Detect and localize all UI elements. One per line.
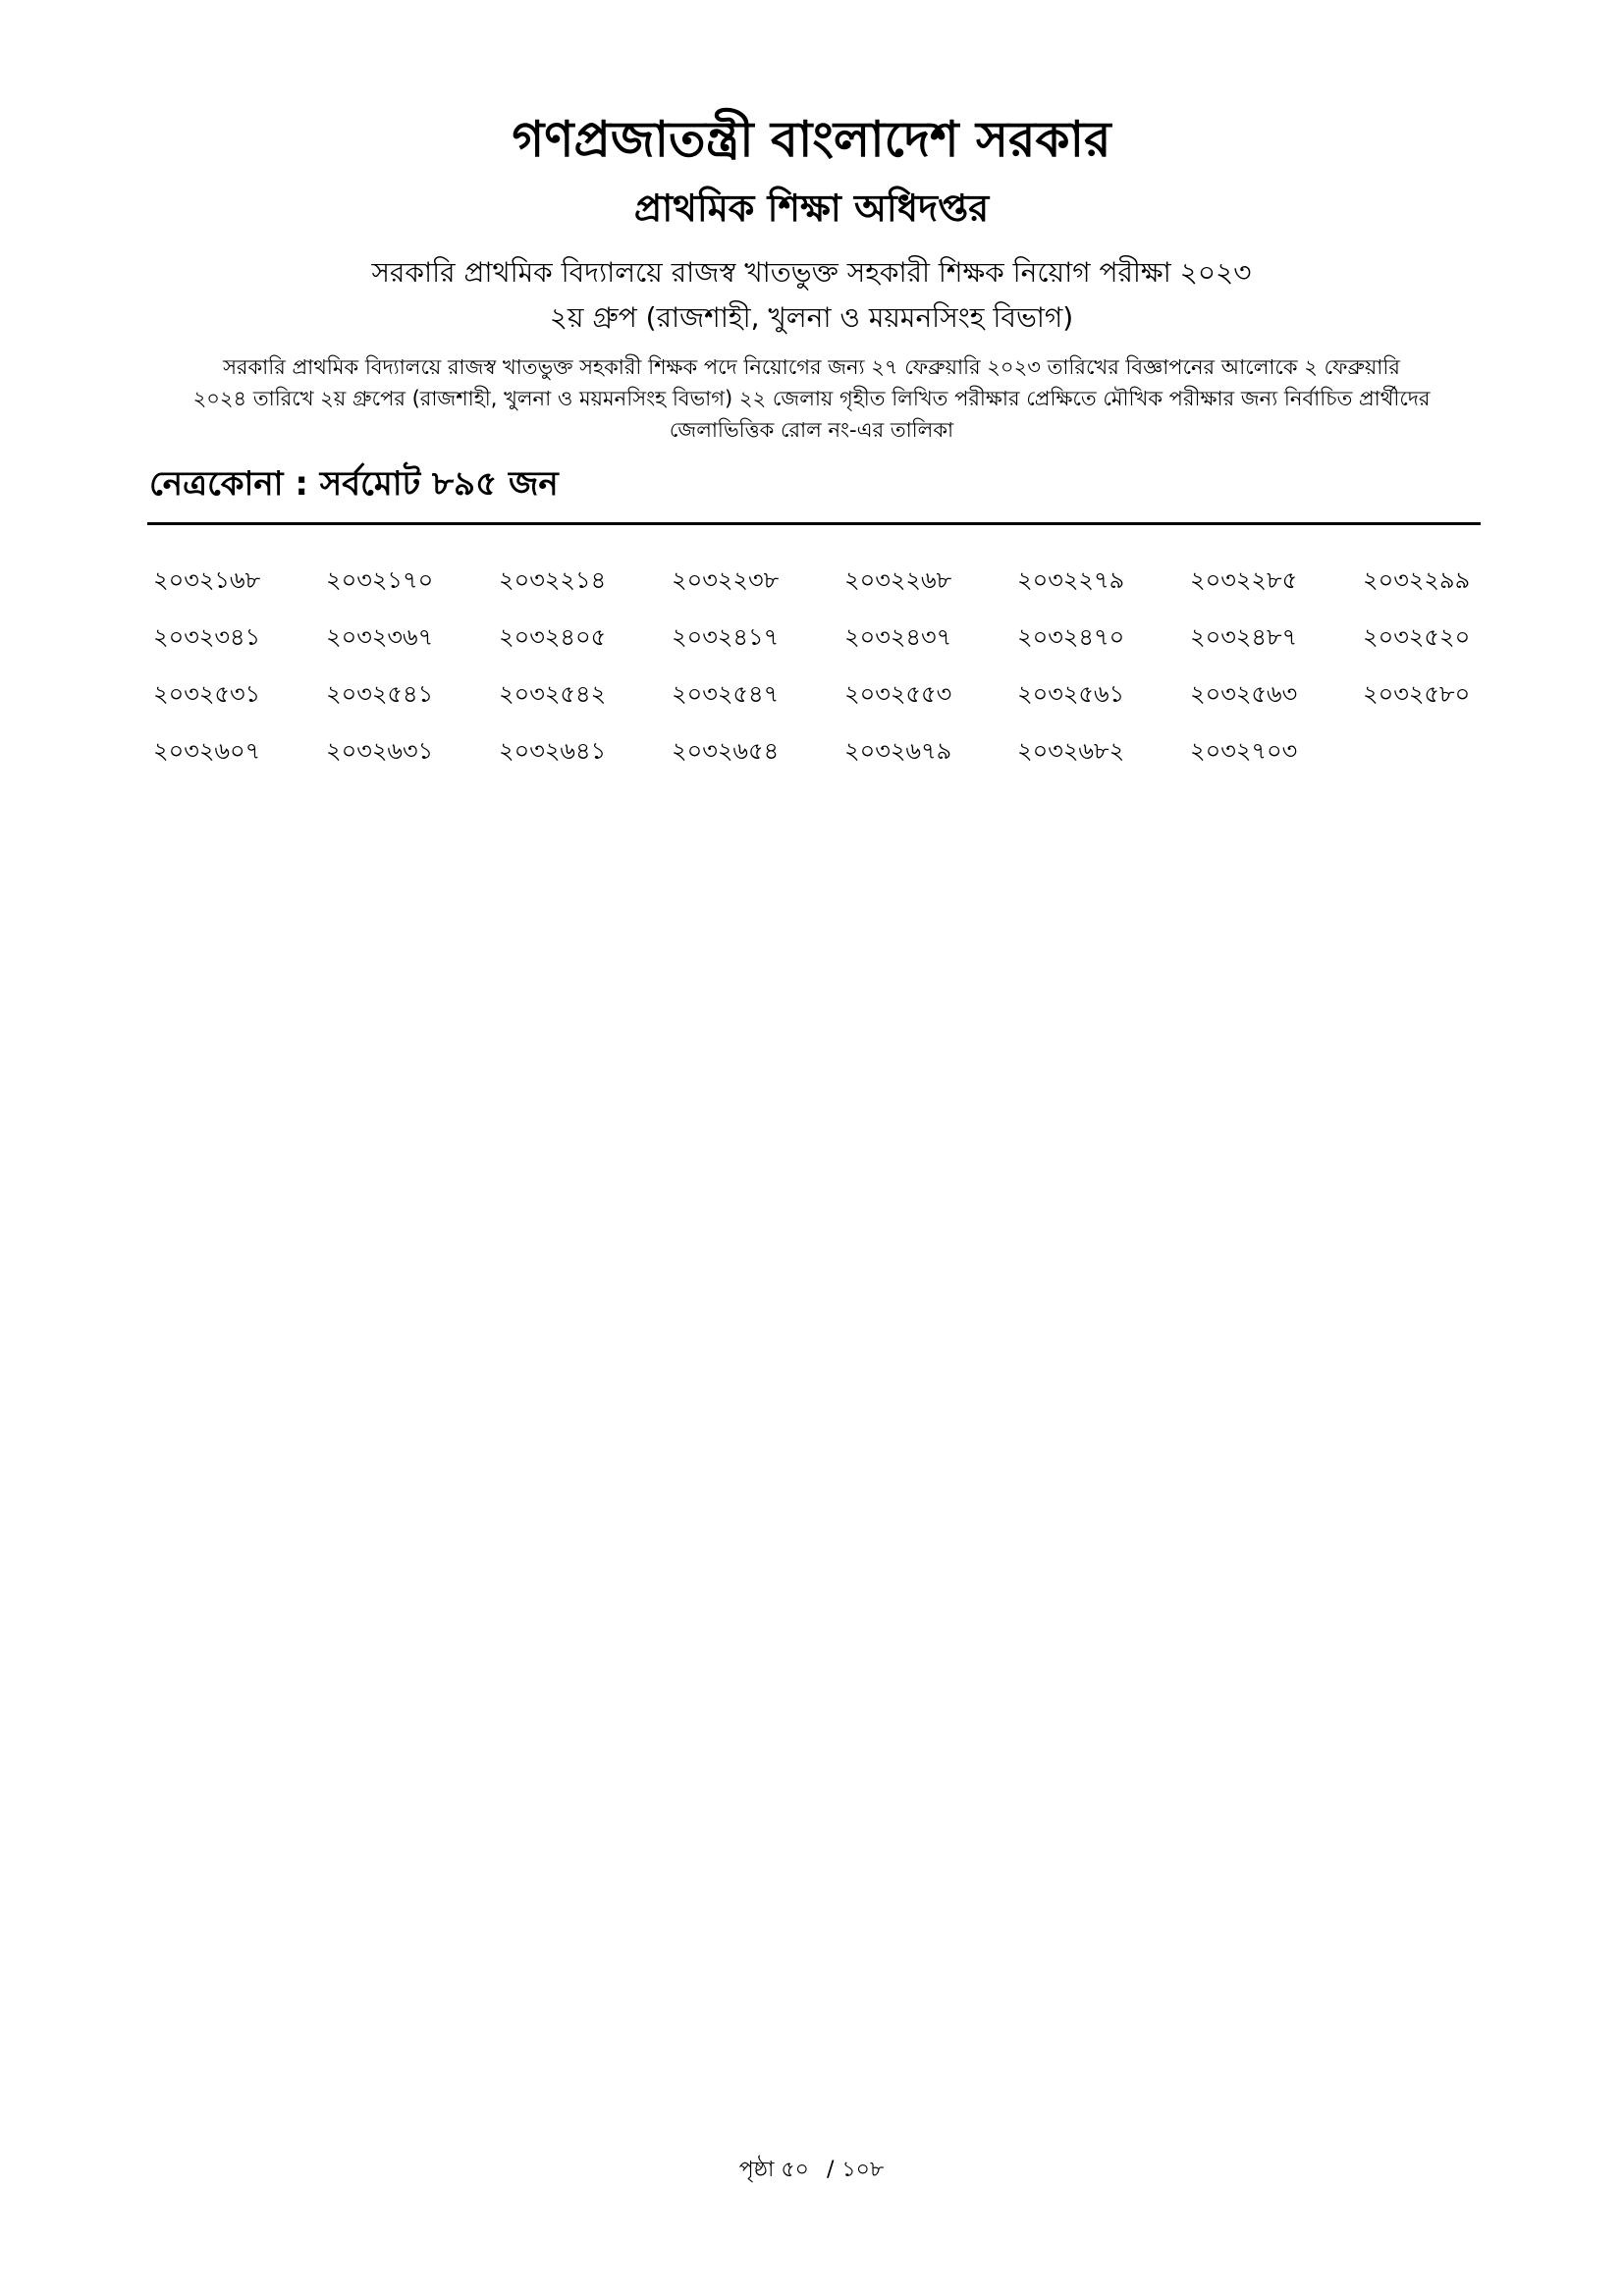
roll-number: ২০৩২৫৫৩ — [844, 680, 952, 708]
roll-number: ২০৩২২১৪ — [499, 566, 607, 594]
roll-number: ২০৩২৪৮৭ — [1190, 623, 1298, 651]
roll-number: ২০৩২৩৬৭ — [326, 623, 434, 651]
roll-number: ২০৩২৬৪১ — [499, 737, 607, 765]
roll-number: ২০৩২৫৮০ — [1363, 680, 1471, 708]
government-title: গণপ্রজাতন্ত্রী বাংলাদেশ সরকার — [512, 111, 1111, 168]
page-number: পৃষ্ঠা ৫০ — [738, 2158, 809, 2182]
roll-number: ২০৩২২৩৮ — [672, 566, 780, 594]
roll-number: ২০৩২২৮৫ — [1190, 566, 1298, 594]
total-pages: ১০৮ — [841, 2158, 885, 2182]
page-separator: / — [826, 2158, 835, 2182]
roll-number: ২০৩২৬৮২ — [1017, 737, 1125, 765]
roll-number: ২০৩২১৭০ — [326, 566, 434, 594]
roll-number: ২০৩২২৬৮ — [844, 566, 952, 594]
district-heading: নেত্রকোনা : সর্বমোট ৮৯৫ জন — [149, 464, 559, 504]
roll-number: ২০৩২৫৪২ — [499, 680, 607, 708]
roll-number: ২০৩২১৬৮ — [153, 566, 261, 594]
roll-number: ২০৩২৭০৩ — [1190, 737, 1298, 765]
document-header — [0, 108, 1623, 446]
roll-number: ২০৩২৬৫৪ — [672, 737, 780, 765]
roll-number: ২০৩২৫৪৭ — [672, 680, 780, 708]
description-text: সরকারি প্রাথমিক বিদ্যালয়ে রাজস্ব খাতভুক্ত সহকারী শিক্ষক পদে নিয়োগের জন্য ২৭ ফেব্রুয়ারি ২০২৩ তারিখের বিজ্ঞাপনের আলোকে ২ ফেব্রুয়ারি ২০২৪ তারিখে ২য় গ্রুপের (রাজশাহী, খুলনা ও ময়মনসিংহ বিভাগ) ২২ জেলায় গৃহীত লিখিত পরীক্ষার প্রেক্ষিতে মৌখিক পরীক্ষার জন্য নির্বাচিত প্রার্থীদের জেলাভিত্তিক রোল নং-এর তালিকা — [192, 355, 1431, 442]
roll-number: ২০৩২৬৭৯ — [844, 737, 952, 765]
roll-number: ২০৩২৫৬১ — [1017, 680, 1125, 708]
roll-number: ২০৩২৪৭০ — [1017, 623, 1125, 651]
roll-number: ২০৩২৬৩১ — [326, 737, 434, 765]
page-footer — [0, 2156, 1623, 2185]
horizontal-divider — [147, 522, 1481, 525]
roll-number: ২০৩২৫৩১ — [153, 680, 261, 708]
exam-title: সরকারি প্রাথমিক বিদ্যালয়ে রাজস্ব খাতভুক্ত সহকারী শিক্ষক নিয়োগ পরীক্ষা ২০২৩ — [371, 256, 1252, 289]
roll-number: ২০৩২২৭৯ — [1017, 566, 1125, 594]
group-title: ২য় গ্রুপ (রাজশাহী, খুলনা ও ময়মনসিংহ বিভাগ) — [549, 301, 1074, 334]
roll-number: ২০৩২৫৬৩ — [1190, 680, 1298, 708]
roll-number: ২০৩২৫২০ — [1363, 623, 1471, 651]
roll-number: ২০৩২৩৪১ — [153, 623, 261, 651]
roll-number: ২০৩২৫৪১ — [326, 680, 434, 708]
roll-number: ২০৩২২৯৯ — [1363, 566, 1471, 594]
department-title: প্রাথমিক শিক্ষা অধিদপ্তর — [633, 187, 990, 230]
roll-number: ২০৩২৪১৭ — [672, 623, 780, 651]
roll-number: ২০৩২৪৩৭ — [844, 623, 952, 651]
roll-number: ২০৩২৪০৫ — [499, 623, 607, 651]
roll-number: ২০৩২৬০৭ — [153, 737, 261, 765]
roll-number-list — [153, 561, 1488, 770]
